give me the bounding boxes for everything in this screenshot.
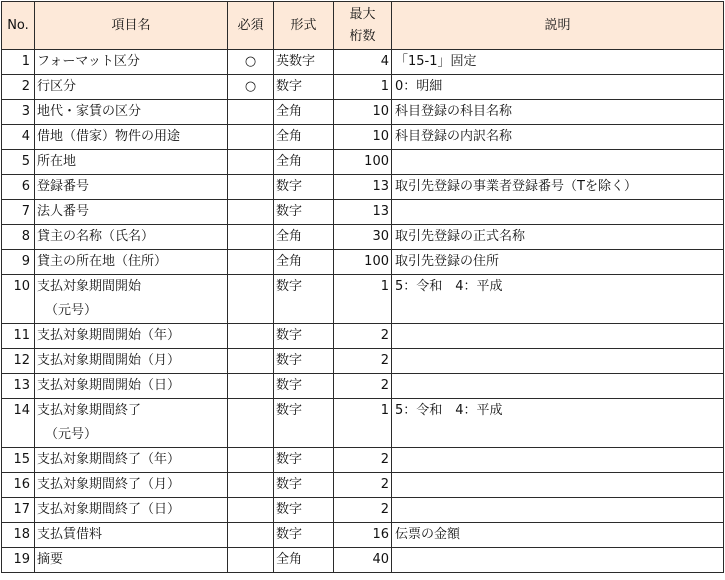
row-item-name: 支払賃借料 (37, 527, 103, 542)
row-required-cell (228, 200, 274, 225)
format-spec-table-container (1, 1, 723, 578)
header-max-digits-line1: 最大 (349, 6, 376, 22)
row-item-name-cell (35, 523, 228, 548)
table-row (2, 150, 724, 175)
row-no-cell: 13 (2, 374, 35, 399)
row-description-cell (392, 548, 724, 573)
row-max-digits-cell: 2 (334, 374, 392, 399)
row-no-cell: 1 (2, 50, 35, 75)
table-row (2, 50, 724, 75)
row-item-name: フォーマット区分 (37, 54, 140, 69)
table-row (2, 200, 724, 225)
row-no-cell: 4 (2, 125, 35, 150)
row-format-cell: 数字 (274, 498, 334, 523)
row-item-name-cell (35, 448, 228, 473)
table-row (2, 548, 724, 573)
row-max-digits-cell: 1 (334, 275, 392, 324)
row-format-cell: 全角 (274, 125, 334, 150)
row-max-digits-cell: 13 (334, 175, 392, 200)
row-description-cell: 「15-1」固定 (392, 50, 724, 75)
row-item-name-cell (35, 473, 228, 498)
row-format-cell: 全角 (274, 548, 334, 573)
row-required-cell (228, 548, 274, 573)
row-description-cell: 取引先登録の正式名称 (392, 225, 724, 250)
table-row (2, 75, 724, 100)
table-header-row (2, 2, 724, 50)
table-row (2, 324, 724, 349)
row-max-digits-cell: 10 (334, 125, 392, 150)
row-max-digits-cell: 40 (334, 548, 392, 573)
row-item-name-cell (35, 374, 228, 399)
table-row (2, 125, 724, 150)
table-row (2, 374, 724, 399)
row-item-name-cell (35, 175, 228, 200)
row-item-name-cell (35, 324, 228, 349)
row-format-cell: 全角 (274, 250, 334, 275)
table-row (2, 275, 724, 324)
row-item-name: 摘要 (37, 552, 64, 567)
row-no-cell: 16 (2, 473, 35, 498)
row-no-cell: 11 (2, 324, 35, 349)
row-description-cell: 科目登録の内訳名称 (392, 125, 724, 150)
row-item-name: 支払対象期間開始（日） (37, 378, 181, 393)
row-required-cell (228, 498, 274, 523)
row-no-cell: 14 (2, 399, 35, 448)
row-item-name: 支払対象期間終了（年） (37, 452, 181, 467)
row-format-cell: 数字 (274, 200, 334, 225)
row-required-cell (228, 324, 274, 349)
row-required-cell (228, 523, 274, 548)
row-description-cell: 5：令和 4：平成 (392, 275, 724, 324)
row-description-cell: 0：明細 (392, 75, 724, 100)
table-row (2, 448, 724, 473)
row-format-cell: 全角 (274, 100, 334, 125)
row-item-name-cell (35, 50, 228, 75)
row-required-cell (228, 275, 274, 324)
row-item-name-cell (35, 498, 228, 523)
row-required-cell (228, 125, 274, 150)
table-row (2, 100, 724, 125)
header-max-digits (334, 2, 392, 50)
row-description-cell (392, 498, 724, 523)
row-max-digits-cell: 2 (334, 473, 392, 498)
row-description-cell (392, 200, 724, 225)
row-item-name-cell (35, 75, 228, 100)
row-description-cell (392, 150, 724, 175)
row-item-name: 貸主の名称（氏名） (37, 229, 155, 244)
row-no-cell: 5 (2, 150, 35, 175)
table-row (2, 498, 724, 523)
row-format-cell: 数字 (274, 324, 334, 349)
row-item-name: 支払対象期間開始 (37, 279, 142, 294)
row-max-digits-cell: 30 (334, 225, 392, 250)
row-max-digits-cell: 16 (334, 523, 392, 548)
row-format-cell: 数字 (274, 448, 334, 473)
row-item-name-cell (35, 125, 228, 150)
row-no-cell: 17 (2, 498, 35, 523)
row-no-cell: 19 (2, 548, 35, 573)
row-item-name-cell (35, 150, 228, 175)
row-item-name-cell (35, 548, 228, 573)
row-item-name: 所在地 (37, 154, 77, 169)
row-item-name: 借地（借家）物件の用途 (37, 129, 181, 144)
row-item-name-cell (35, 250, 228, 275)
row-item-name: 支払対象期間終了（日） (37, 502, 181, 517)
row-item-name-cell (35, 200, 228, 225)
row-format-cell: 全角 (274, 225, 334, 250)
row-required-cell (228, 225, 274, 250)
row-item-name: 貸主の所在地（住所） (37, 254, 168, 269)
row-no-cell: 6 (2, 175, 35, 200)
row-required-cell (228, 374, 274, 399)
row-format-cell: 数字 (274, 399, 334, 448)
table-body (2, 50, 724, 573)
row-required-cell (228, 100, 274, 125)
row-item-name: 支払対象期間終了 (37, 403, 142, 418)
row-format-cell: 数字 (274, 523, 334, 548)
row-required-cell (228, 473, 274, 498)
row-no-cell: 8 (2, 225, 35, 250)
row-item-name-sub: （元号） (45, 303, 98, 318)
row-max-digits-cell: 4 (334, 50, 392, 75)
row-item-name-cell (35, 100, 228, 125)
row-format-cell: 英数字 (274, 50, 334, 75)
row-no-cell: 15 (2, 448, 35, 473)
row-description-cell (392, 349, 724, 374)
table-row (2, 399, 724, 448)
row-item-name-sub: （元号） (45, 427, 98, 442)
row-item-name: 行区分 (37, 79, 77, 94)
header-format: 形式 (274, 2, 334, 50)
header-description: 説明 (392, 2, 724, 50)
row-max-digits-cell: 2 (334, 498, 392, 523)
row-item-name: 地代・家賃の区分 (37, 104, 142, 119)
row-no-cell: 9 (2, 250, 35, 275)
row-item-name: 支払対象期間開始（月） (37, 353, 181, 368)
row-max-digits-cell: 1 (334, 75, 392, 100)
format-spec-table (1, 1, 724, 573)
row-description-cell (392, 374, 724, 399)
row-item-name-cell (35, 275, 228, 324)
header-required: 必須 (228, 2, 274, 50)
row-no-cell: 12 (2, 349, 35, 374)
row-required-cell (228, 175, 274, 200)
row-description-cell: 科目登録の科目名称 (392, 100, 724, 125)
row-description-cell: 伝票の金額 (392, 523, 724, 548)
row-required-cell: ○ (228, 75, 274, 100)
row-item-name-cell (35, 399, 228, 448)
row-max-digits-cell: 100 (334, 150, 392, 175)
row-no-cell: 7 (2, 200, 35, 225)
row-format-cell: 数字 (274, 275, 334, 324)
row-max-digits-cell: 2 (334, 448, 392, 473)
table-row (2, 250, 724, 275)
row-required-cell (228, 448, 274, 473)
row-no-cell: 3 (2, 100, 35, 125)
row-description-cell (392, 324, 724, 349)
row-format-cell: 全角 (274, 150, 334, 175)
row-required-cell (228, 250, 274, 275)
row-item-name: 登録番号 (37, 179, 90, 194)
row-max-digits-cell: 1 (334, 399, 392, 448)
header-max-digits-line2: 桁数 (349, 28, 376, 44)
row-required-cell (228, 150, 274, 175)
header-no: No. (2, 2, 35, 50)
row-item-name: 支払対象期間開始（年） (37, 328, 181, 343)
row-no-cell: 18 (2, 523, 35, 548)
table-row (2, 523, 724, 548)
row-max-digits-cell: 13 (334, 200, 392, 225)
row-item-name: 法人番号 (37, 204, 90, 219)
row-format-cell: 数字 (274, 374, 334, 399)
row-format-cell: 数字 (274, 473, 334, 498)
row-item-name: 支払対象期間終了（月） (37, 477, 181, 492)
table-row (2, 349, 724, 374)
row-format-cell: 数字 (274, 175, 334, 200)
row-format-cell: 数字 (274, 349, 334, 374)
header-item-name: 項目名 (35, 2, 228, 50)
row-max-digits-cell: 100 (334, 250, 392, 275)
row-max-digits-cell: 2 (334, 349, 392, 374)
row-required-cell (228, 399, 274, 448)
table-row (2, 175, 724, 200)
table-row (2, 473, 724, 498)
row-format-cell: 数字 (274, 75, 334, 100)
row-no-cell: 10 (2, 275, 35, 324)
row-item-name-cell (35, 225, 228, 250)
row-item-name-cell (35, 349, 228, 374)
row-description-cell (392, 473, 724, 498)
row-max-digits-cell: 2 (334, 324, 392, 349)
table-row (2, 225, 724, 250)
row-description-cell: 取引先登録の事業者登録番号（Tを除く） (392, 175, 724, 200)
row-required-cell (228, 349, 274, 374)
row-required-cell: ○ (228, 50, 274, 75)
row-description-cell: 5：令和 4：平成 (392, 399, 724, 448)
row-description-cell (392, 448, 724, 473)
row-no-cell: 2 (2, 75, 35, 100)
row-description-cell: 取引先登録の住所 (392, 250, 724, 275)
row-max-digits-cell: 10 (334, 100, 392, 125)
